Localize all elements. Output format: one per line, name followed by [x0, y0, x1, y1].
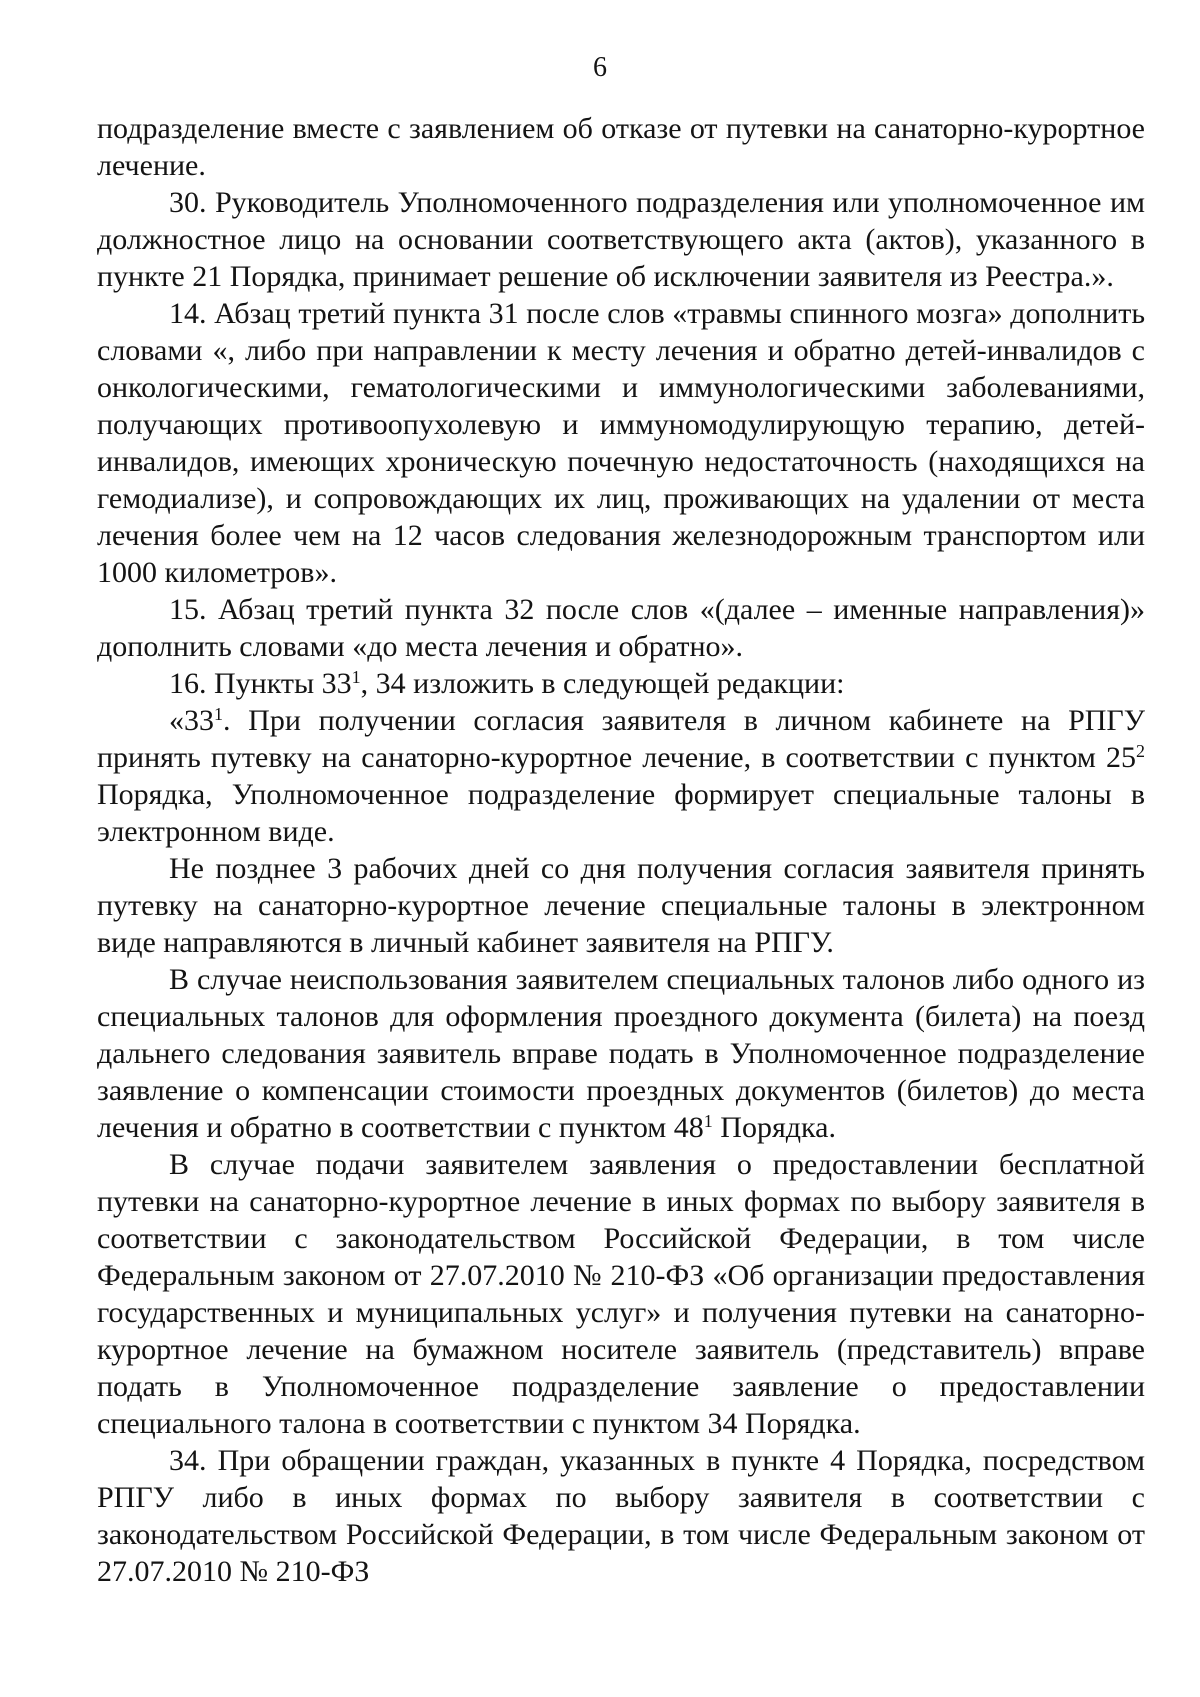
superscript: 1 — [703, 1111, 713, 1132]
paragraph: 16. Пункты $33^1$, 34 изложить в следующей редакции: — [169, 667, 845, 700]
paragraph: 14. Абзац третий пункта 31 после слов «травмы спинного мозга» дополнить словами «, либо при направлении к месту лечения и обратно детей-инвалидов с онкологическими, гематологическими и иммунологическими заболеваниями, получающих противоопухолевую и иммуномодулирующую терапию, детей-инвалидов, имеющих хроническую почечную недостаточность (находящихся на гемодиализе), и сопровождающих их лиц, проживающих на удалении от места лечения более чем на 12 часов следования железнодорожным транспортом или 1000 километров». — [97, 297, 1145, 589]
paragraph: подразделение вместе с заявлением об отказе от путевки на санаторно-курортное лечение. — [97, 112, 1145, 182]
paragraph: В случае неиспользования заявителем специальных талонов либо одного из специальных талонов для оформления проездного документа (билета) на поезд дальнего следования заявитель вправе подать в Уполномоченное подразделение заявление о компенсации стоимости проездных документов (билетов) до места лечения и обратно в соответствии с пунктом $48^1$ Порядка. — [97, 963, 1145, 1144]
superscript: 1 — [214, 704, 223, 725]
superscript: 1 — [351, 667, 361, 688]
paragraph: 30. Руководитель Уполномоченного подразделения или уполномоченное им должностное лицо на основании соответствующего акта (актов), указанного в пункте 21 Порядка, принимает решение об исключении заявителя из Реестра.». — [97, 186, 1145, 293]
paragraph: 34. При обращении граждан, указанных в пункте 4 Порядка, посредством РПГУ либо в иных формах по выбору заявителя в соответствии с законодательством Российской Федерации, в том числе Федеральным законом от 27.07.2010 № 210-ФЗ — [97, 1444, 1145, 1588]
paragraph: 15. Абзац третий пункта 32 после слов «(далее – именные направления)» дополнить словами «до места лечения и обратно». — [97, 593, 1145, 663]
superscript: 2 — [1136, 741, 1145, 762]
document-body — [97, 110, 1145, 1590]
paragraph: Не позднее 3 рабочих дней со дня получения согласия заявителя принять путевку на санаторно-курортное лечение специальные талоны в электронном виде направляются в личный кабинет заявителя на РПГУ. — [97, 852, 1145, 959]
paragraph: «$33^1$. При получении согласия заявителя в личном кабинете на РПГУ принять путевку на санаторно-курортное лечение, в соответствии с пунктом $25^2$ Порядка, Уполномоченное подразделение формирует специальные талоны в электронном виде. — [97, 704, 1145, 848]
paragraph: В случае подачи заявителем заявления о предоставлении бесплатной путевки на санаторно-курортное лечение в иных формах по выбору заявителя в соответствии с законодательством Российской Федерации, в том числе Федеральным законом от 27.07.2010 № 210-ФЗ «Об организации предоставления государственных и муниципальных услуг» и получения путевки на санаторно-курортное лечение на бумажном носителе заявитель (представитель) вправе подать в Уполномоченное подразделение заявление о предоставлении специального талона в соответствии с пунктом 34 Порядка. — [97, 1148, 1145, 1440]
page-number: 6 — [593, 52, 607, 83]
